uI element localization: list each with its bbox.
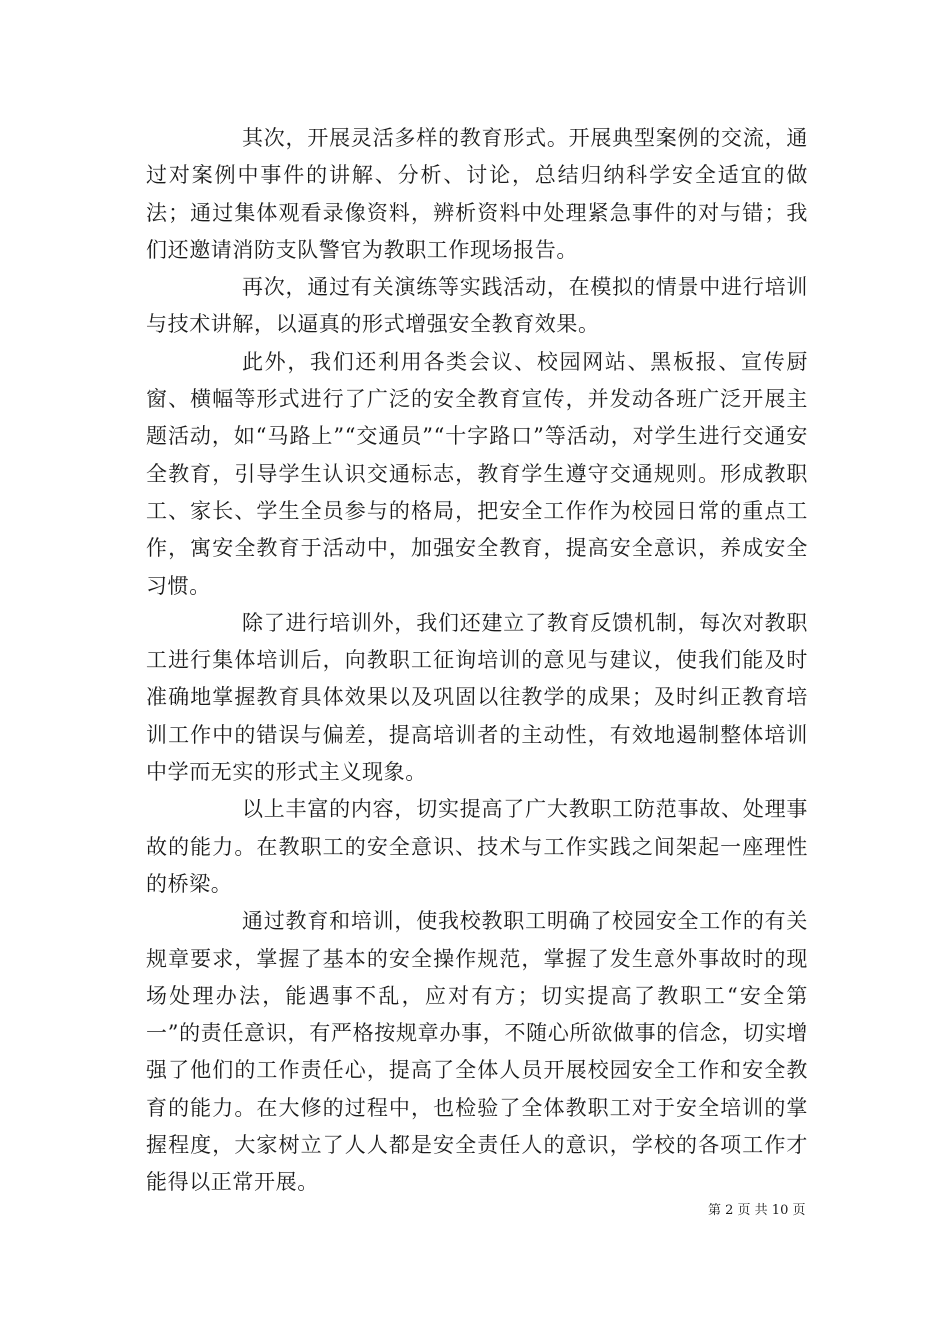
paragraph-feedback-mechanism: 除了进行培训外，我们还建立了教育反馈机制，每次对教职工进行集体培训后，向教职工征询培训的意见与建议，使我们能及时准确地掌握教育具体效果以及巩固以往教学的成果；及时纠正教育培训工作中的错误与偏差，提高培训者的主动性，有效地遏制整体培训中学而无实的形式主义现象。 bbox=[146, 610, 808, 785]
paragraph-results: 通过教育和培训，使我校教职工明确了校园安全工作的有关规章要求，掌握了基本的安全操作规范，掌握了发生意外事故时的现场处理办法，能遇事不乱，应对有方；切实提高了教职工“安全第一”的责任意识，有严格按规章办事，不随心所欲做事的信念，切实增强了他们的工作责任心，提高了全体人员开展校园安全工作和安全教育的能力。在大修的过程中，也检验了全体教职工对于安全培训的掌握程度，大家树立了人人都是安全责任人的意识，学校的各项工作才能得以正常开展。 bbox=[146, 909, 808, 1195]
paragraph-publicity: 此外，我们还利用各类会议、校园网站、黑板报、宣传厨窗、横幅等形式进行了广泛的安全教育宣传，并发动各班广泛开展主题活动，如“马路上”“交通员”“十字路口”等活动，对学生进行交通安全教育，引导学生认识交通标志，教育学生遵守交通规则。形成教职工、家长、学生全员参与的格局，把安全工作作为校园日常的重点工作，寓安全教育于活动中，加强安全教育，提高安全意识，养成安全习惯。 bbox=[146, 349, 808, 598]
document-body bbox=[146, 120, 808, 1202]
paragraph-summary: 以上丰富的内容，切实提高了广大教职工防范事故、处理事故的能力。在教职工的安全意识、技术与工作实践之间架起一座理性的桥梁。 bbox=[146, 797, 808, 896]
paragraph-practice-activities: 再次，通过有关演练等实践活动，在模拟的情景中进行培训与技术讲解，以逼真的形式增强安全教育效果。 bbox=[146, 275, 808, 337]
page-number-footer: 第 2 页 共 10 页 bbox=[708, 1203, 806, 1218]
paragraph-education-forms: 其次，开展灵活多样的教育形式。开展典型案例的交流，通过对案例中事件的讲解、分析、讨论，总结归纳科学安全适宜的做法；通过集体观看录像资料，辨析资料中处理紧急事件的对与错；我们还邀请消防支队警官为教职工作现场报告。 bbox=[146, 126, 808, 262]
